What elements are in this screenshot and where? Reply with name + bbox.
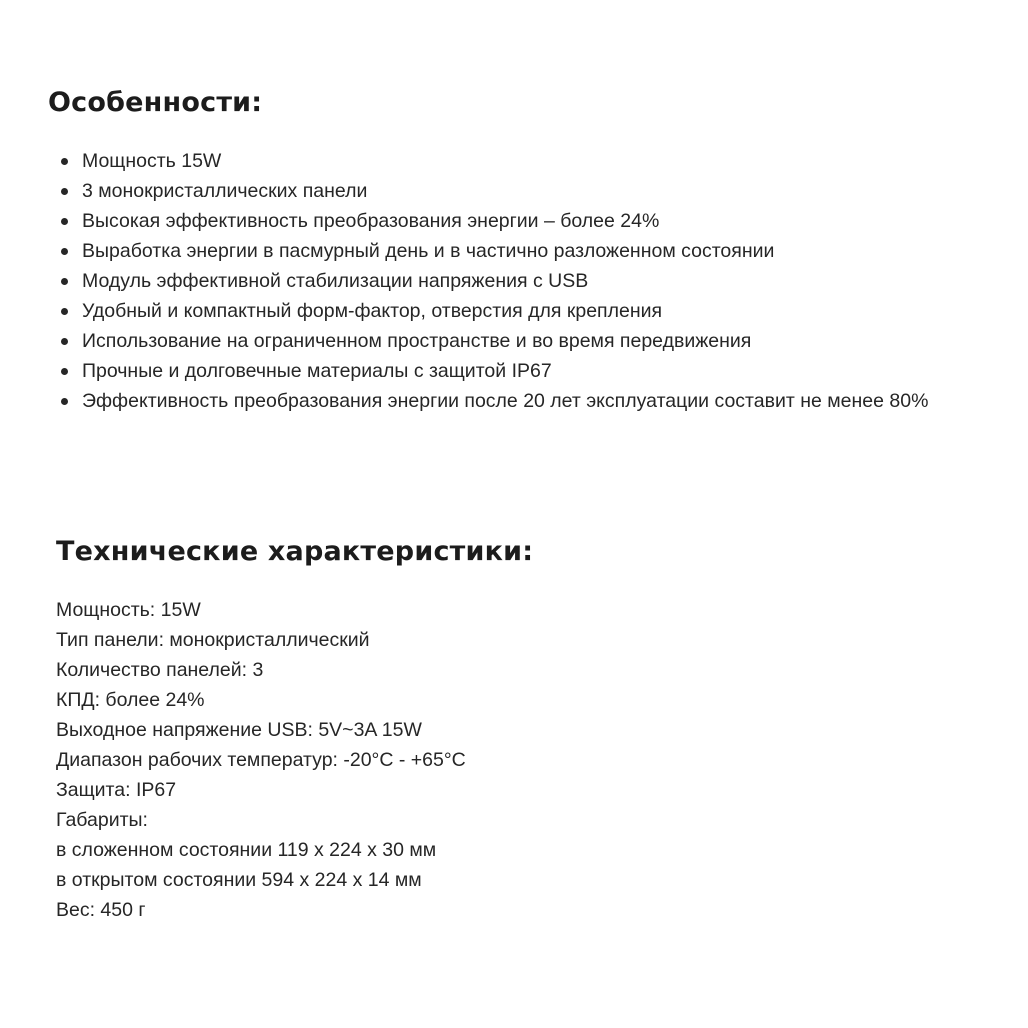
bullet-icon	[61, 368, 68, 375]
features-list-item	[60, 386, 928, 416]
spec-panel-count: Количество панелей: 3	[56, 659, 264, 681]
spec-efficiency: КПД: более 24%	[56, 689, 205, 711]
spec-dimensions-open: в открытом состоянии 594 x 224 x 14 мм	[56, 869, 422, 891]
spec-dimensions-label: Габариты:	[56, 809, 148, 831]
spec-panel-type: Тип панели: монокристаллический	[56, 629, 370, 651]
bullet-icon	[61, 338, 68, 345]
spec-dimensions-folded: в сложенном состоянии 119 x 224 x 30 мм	[56, 839, 437, 861]
specs-heading: Технические характеристики:	[56, 536, 534, 567]
bullet-icon	[61, 248, 68, 255]
bullet-icon	[61, 398, 68, 405]
bullet-icon	[61, 188, 68, 195]
feature-text: 3 монокристаллических панели	[82, 180, 368, 202]
spec-usb-output: Выходное напряжение USB: 5V~3A 15W	[56, 719, 422, 741]
feature-text: Высокая эффективность преобразования энергии – более 24%	[82, 210, 660, 232]
spec-power: Мощность: 15W	[56, 599, 201, 621]
features-list-item	[60, 206, 928, 236]
features-list-item	[60, 266, 928, 296]
features-list	[60, 146, 928, 416]
features-list-item	[60, 356, 928, 386]
features-list-item	[60, 146, 928, 176]
bullet-icon	[61, 308, 68, 315]
bullet-icon	[61, 278, 68, 285]
bullet-icon	[61, 218, 68, 225]
spec-temperature-range: Диапазон рабочих температур: -20°C - +65°C	[56, 749, 466, 771]
feature-text: Выработка энергии в пасмурный день и в частично разложенном состоянии	[82, 240, 775, 262]
feature-text: Удобный и компактный форм-фактор, отверстия для крепления	[82, 300, 663, 322]
features-list-item	[60, 296, 928, 326]
features-list-item	[60, 176, 928, 206]
feature-text: Использование на ограниченном пространстве и во время передвижения	[82, 330, 752, 352]
feature-text: Прочные и долговечные материалы с защитой IP67	[82, 360, 552, 382]
features-list-item	[60, 236, 928, 266]
bullet-icon	[61, 158, 68, 165]
feature-text: Модуль эффективной стабилизации напряжения с USB	[82, 270, 589, 292]
spec-weight: Вес: 450 г	[56, 899, 146, 921]
specs-list	[56, 595, 466, 925]
feature-text: Мощность 15W	[82, 150, 222, 172]
spec-protection: Защита: IP67	[56, 779, 177, 801]
feature-text: Эффективность преобразования энергии после 20 лет эксплуатации составит не менее 80%	[82, 390, 929, 412]
features-heading: Особенности:	[48, 87, 263, 118]
features-list-item	[60, 326, 928, 356]
